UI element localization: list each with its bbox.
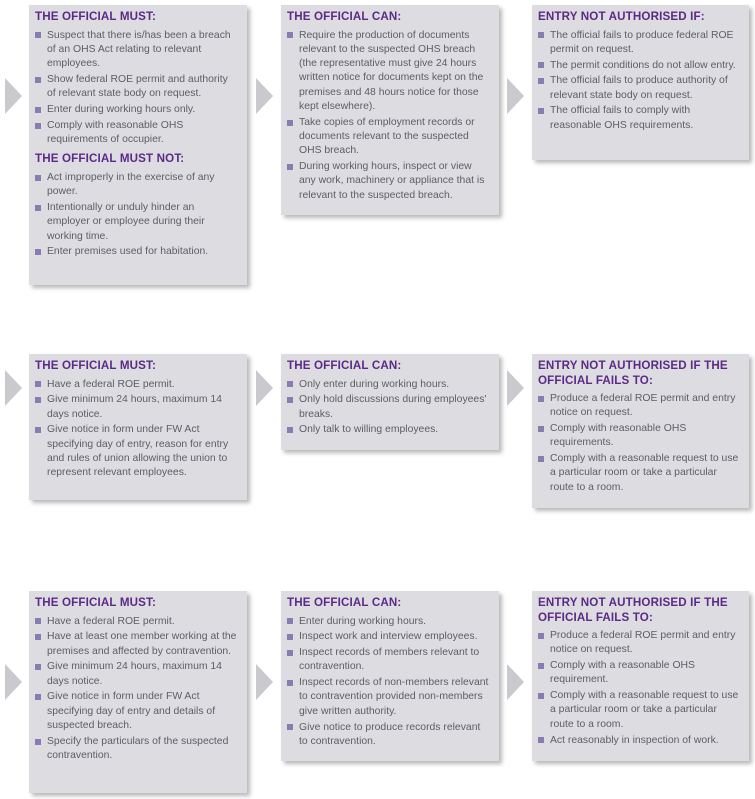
official-can-box: [281, 591, 499, 761]
list-item: Comply with reasonable OHS requirements.: [538, 422, 741, 451]
list-item: Enter during working hours only.: [35, 103, 239, 117]
bullet-list: [538, 392, 741, 495]
bullet-list: [35, 378, 239, 481]
list-item: Take copies of employment records or documents relevant to the suspected OHS breach.: [287, 116, 491, 159]
official-can-box: [281, 5, 499, 215]
official-can-box: [281, 354, 499, 450]
bullet-list: [35, 615, 239, 764]
list-item: The permit conditions do not allow entry.: [538, 59, 741, 73]
bullet-list: [287, 29, 491, 204]
box-heading: THE OFFICIAL CAN:: [287, 596, 402, 609]
list-item: Comply with a reasonable OHS requirement.: [538, 659, 741, 688]
list-item: Give minimum 24 hours, maximum 14 days notice.: [35, 393, 239, 422]
flow-arrow-icon: [5, 78, 22, 114]
list-item: Give notice to produce records relevant to contravention.: [287, 721, 491, 750]
list-item: The official fails to produce authority of relevant state body on request.: [538, 74, 741, 103]
list-item: Only enter during working hours.: [287, 378, 491, 392]
box-heading: THE OFFICIAL CAN:: [287, 10, 402, 23]
list-item: Specify the particulars of the suspected contravention.: [35, 735, 239, 764]
list-item: Enter premises used for habitation.: [35, 245, 239, 259]
flow-arrow-icon: [507, 370, 524, 406]
list-item: Act improperly in the exercise of any power.: [35, 171, 239, 200]
list-item: Comply with a reasonable request to use a particular room or take a particular route to a room.: [538, 689, 741, 732]
flow-arrow-icon: [507, 664, 524, 700]
list-item: Suspect that there is/has been a breach of an OHS Act relating to relevant employees.: [35, 29, 239, 72]
list-item: Have at least one member working at the premises and affected by contravention.: [35, 630, 239, 659]
list-item: Produce a federal ROE permit and entry notice on request.: [538, 392, 741, 421]
flow-arrow-icon: [5, 664, 22, 700]
box-heading: THE OFFICIAL MUST:: [35, 359, 156, 372]
flow-arrow-icon: [5, 370, 22, 406]
list-item: Show federal ROE permit and authority of relevant state body on request.: [35, 73, 239, 102]
list-item: During working hours, inspect or view any work, machinery or appliance that is relevant to the suspected breach.: [287, 160, 491, 203]
list-item: Have a federal ROE permit.: [35, 615, 239, 629]
bullet-list: [35, 29, 239, 148]
box-heading: ENTRY NOT AUTHORISED IF:: [538, 10, 705, 23]
bullet-list: [538, 629, 741, 748]
box-heading: THE OFFICIAL MUST:: [35, 10, 156, 23]
box-heading: ENTRY NOT AUTHORISED IF THE OFFICIAL FAILS TO:: [538, 596, 728, 624]
official-must-box: [29, 354, 247, 500]
flow-arrow-icon: [256, 370, 273, 406]
list-item: Only talk to willing employees.: [287, 423, 491, 437]
flow-arrow-icon: [256, 78, 273, 114]
entry-not-authorised-box: [532, 354, 749, 508]
list-item: Only hold discussions during employees' breaks.: [287, 393, 491, 422]
box-heading: ENTRY NOT AUTHORISED IF THE OFFICIAL FAILS TO:: [538, 359, 728, 387]
list-item: Inspect records of non-members relevant to contravention provided non-members give written authority.: [287, 676, 491, 719]
bullet-list: [287, 615, 491, 750]
list-item: Comply with reasonable OHS requirements of occupier.: [35, 119, 239, 148]
box-heading: THE OFFICIAL MUST:: [35, 596, 156, 609]
list-item: Produce a federal ROE permit and entry notice on request.: [538, 629, 741, 658]
list-item: Act reasonably in inspection of work.: [538, 734, 741, 748]
list-item: The official fails to comply with reasonable OHS requirements.: [538, 104, 741, 133]
list-item: Enter during working hours.: [287, 615, 491, 629]
list-item: Intentionally or unduly hinder an employer or employee during their working time.: [35, 201, 239, 244]
bullet-list: [287, 378, 491, 438]
box-heading: THE OFFICIAL MUST NOT:: [35, 152, 185, 166]
list-item: The official fails to produce federal ROE permit on request.: [538, 29, 741, 58]
entry-not-authorised-box: [532, 591, 749, 761]
list-item: Have a federal ROE permit.: [35, 378, 239, 392]
list-item: Comply with a reasonable request to use a particular room or take a particular route to a room.: [538, 452, 741, 495]
box-heading: THE OFFICIAL CAN:: [287, 359, 402, 372]
list-item: Inspect records of members relevant to contravention.: [287, 646, 491, 675]
list-item: Require the production of documents relevant to the suspected OHS breach (the representative must give 24 hours written notice for documents kept on the premises and 48 hours notice for those kept elsewhere).: [287, 29, 491, 115]
bullet-list: [35, 171, 239, 260]
official-must-box: [29, 5, 247, 285]
list-item: Give notice in form under FW Act specifying day of entry, reason for entry and rules of union allowing the union to represent relevant employees.: [35, 423, 239, 480]
official-must-box: [29, 591, 247, 793]
flow-arrow-icon: [507, 78, 524, 114]
list-item: Give minimum 24 hours, maximum 14 days notice.: [35, 660, 239, 689]
list-item: Give notice in form under FW Act specifying day of entry and details of suspected breach.: [35, 690, 239, 733]
list-item: Inspect work and interview employees.: [287, 630, 491, 644]
bullet-list: [538, 29, 741, 134]
entry-not-authorised-box: [532, 5, 749, 160]
flow-arrow-icon: [256, 664, 273, 700]
